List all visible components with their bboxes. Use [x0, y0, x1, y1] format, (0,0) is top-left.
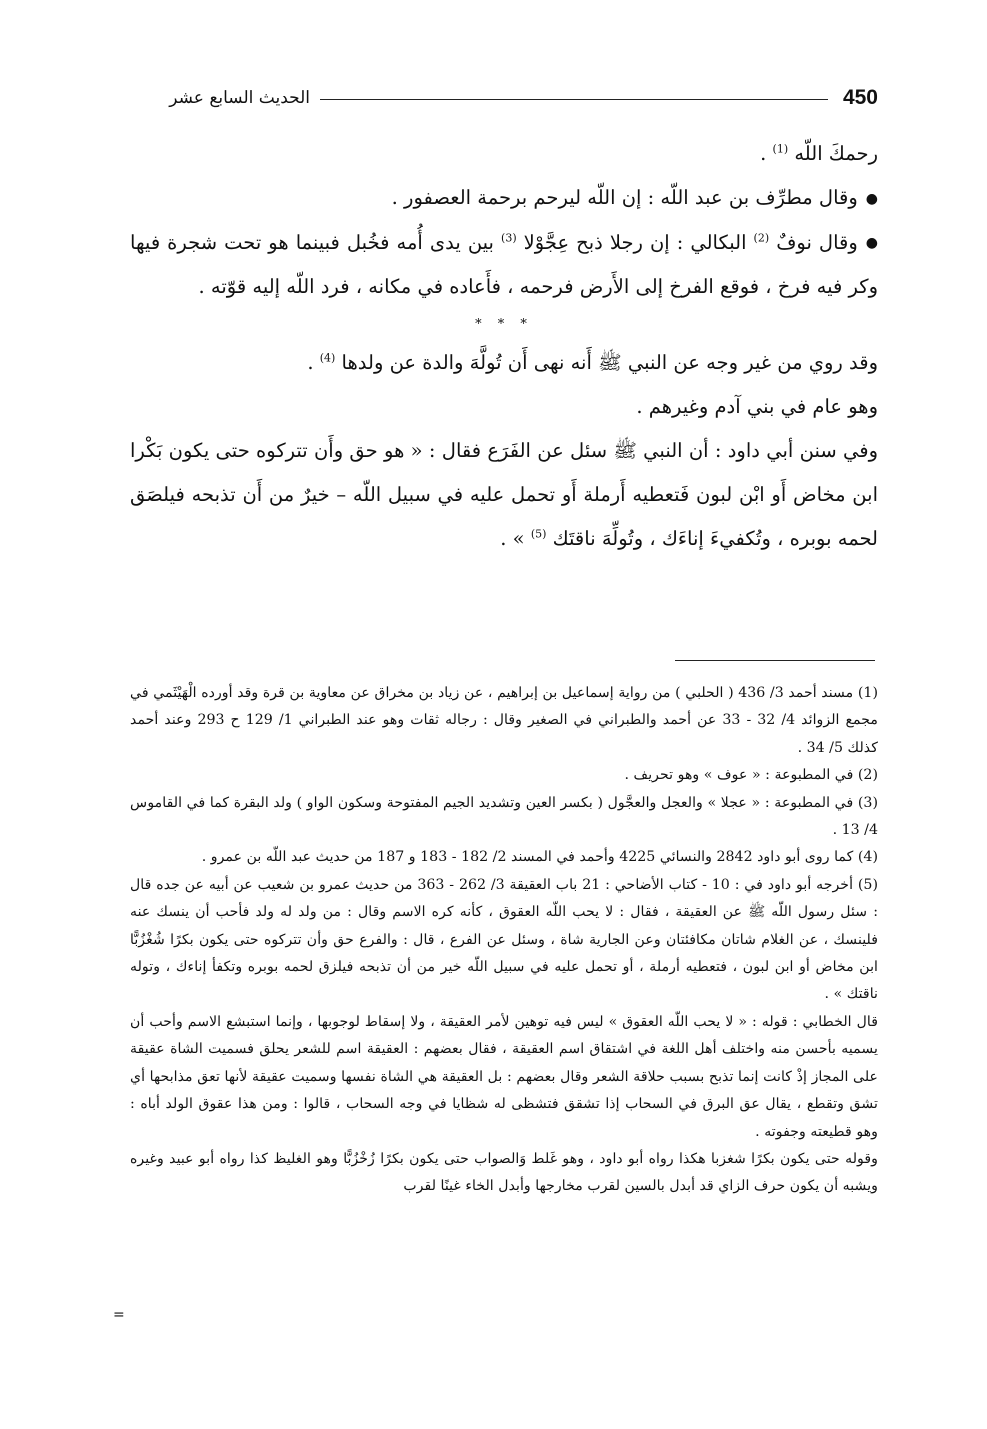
- footnote-ref: (4): [319, 351, 336, 365]
- bullet-icon: ●: [865, 190, 878, 207]
- paragraph: ●وقال مطرِّف بن عبد اللّه : إن اللّه ليرحم برحمة العصفور .: [130, 176, 878, 221]
- paragraph: وقد روي من غير وجه عن النبي ﷺ أَنه نهى أَن تُولَّهَ والدة عن ولدها $^{(4)}$ .: [307, 351, 878, 374]
- footnote-separator: [675, 660, 875, 661]
- footnotes: [130, 680, 878, 1201]
- paragraph: ●وقال نوفٌ $^{(2)}$ البكالي : إن رجلا ذبح عِجَّوْلا $^{(3)}$ بين يدى أُمه فخُبل فبينما هو تحت شجرة فيها وكر فيه فرخ ، فوقع الفرخ إلى الأَرض فرحمه ، فأَعاده في مكانه ، فرد اللّه إليه قوّته .: [130, 221, 878, 310]
- section-separator: * * *: [475, 317, 533, 332]
- footnote-ref: (3): [501, 231, 517, 244]
- running-title: الحديث السابع عشر: [169, 88, 310, 108]
- footnote: (1) مسند أحمد 3/ 436 ( الحلبي ) من رواية إسماعيل بن إبراهيم ، عن زياد بن مخراق عن معاوية بن قرة وقد أورده الْهَيْثَمي في مجمع الزوائد 4/ 32 - 33 عن أحمد والطبراني في الصغير وقال : رجاله ثقات وهو عند الطبراني 1/ 129 ح 293 وعند أحمد كذلك 5/ 34 .: [130, 685, 878, 756]
- paragraph: وفي سنن أبي داود : أن النبي ﷺ سئل عن الفَرَع فقال : « هو حق وأَن تتركوه حتى يكون بَكْرا ابن مخاض أَو ابْن لبون فَتعطيه أَرملة أَو تحمل عليه في سبيل اللّه – خيرٌ من أَن تذبحه فيلصَق لحمه بوبره ، وتُكفيءَ إناءَك ، وتُولِّهَ ناقتَك $^{(5)}$ » .: [130, 439, 878, 550]
- bullet-icon: ●: [865, 235, 879, 251]
- paragraph: رحمكَ اللّه $^{(1)}$ .: [760, 142, 878, 165]
- continuation-mark: =: [113, 1307, 125, 1323]
- footnote-ref: (1): [772, 142, 789, 156]
- footnote: (2) في المطبوعة : « عوف » وهو تحريف .: [624, 767, 878, 784]
- header-rule: [320, 99, 828, 100]
- page-number: 450: [842, 86, 878, 109]
- paragraph: وهو عام في بني آدم وغيرهم .: [636, 395, 878, 418]
- footnote: (3) في المطبوعة : « عجلا » والعجل والعجَّول ( بكسر العين وتشديد الجيم المفتوحة وسكون الواو ) ولد البقرة كما في القاموس 4/ 13 .: [130, 794, 878, 839]
- footnote: (4) كما روى أبو داود 2842 والنسائي 4225 وأحمد في المسند 2/ 182 - 183 و 187 من حديث عبد اللّه بن عمرو .: [201, 849, 878, 866]
- page-header: [110, 84, 878, 118]
- footnote: (5) أخرجه أبو داود في : 10 - كتاب الأضاحي : 21 باب العقيقة 3/ 262 - 363 من حديث عمرو بن شعيب عن أبيه عن جده قال : سئل رسول اللّه ﷺ عن العقيقة ، فقال : لا يحب اللّه العقوق ، كأنه كره الاسم وقال : من ولد له ولد فأحب أن ينسك عنه فلينسك ، عن الغلام شاتان مكافئتان وعن الجارية شاة ، وسئل عن الفرع ، قال : والفرع حق وأن تتركوه حتى يكون بكرًا شُغْزُبًّا ابن مخاض أو ابن لبون ، فتعطيه أرملة ، أو تحمل عليه في سبيل اللّه خير من أن تذبحه فيلزق لحمه بوبره وتكفأ إناءك ، وتوله ناقتك » .: [130, 876, 878, 1003]
- footnote-ref: (2): [753, 231, 770, 244]
- main-text: [130, 132, 878, 561]
- footnote-ref: (5): [530, 527, 547, 541]
- footnote: قال الخطابي : قوله : « لا يحب اللّه العقوق » ليس فيه توهين لأمر العقيقة ، ولا إسقاط لوجوبها ، وإنما استبشع الاسم وأحب أن يسميه بأحسن منه واختلف أهل اللغة في اشتقاق اسم العقيقة ، فقال بعضهم : العقيقة اسم للشعر يحلق فسميت الشاة عقيقة على المجاز إذْ كانت إنما تذبح بسبب حلاقة الشعر وقال بعضهم : بل العقيقة هي الشاة نفسها وسميت عقيقة لأنها تعق مذابحها أي تشق وتقطع ، يقال عق البرق في السحاب إذا تشقق فتشظى له شظايا في وجه السحاب ، قالوا : ومن هذا عقوق الولد أباه : وهو قطيعته وجفوته .: [130, 1013, 878, 1140]
- footnote: وقوله حتى يكون بكرًا شغزبا هكذا رواه أبو داود ، وهو غَلط وَالصواب حتى يكون بكرًا زُخْزُبًّا وهو الغليظ كذا رواه أبو عبيد وغيره ويشبه أن يكون حرف الزاي قد أبدل بالسين لقرب مخارجها وأبدل الخاء غينًا لقرب: [130, 1150, 878, 1195]
